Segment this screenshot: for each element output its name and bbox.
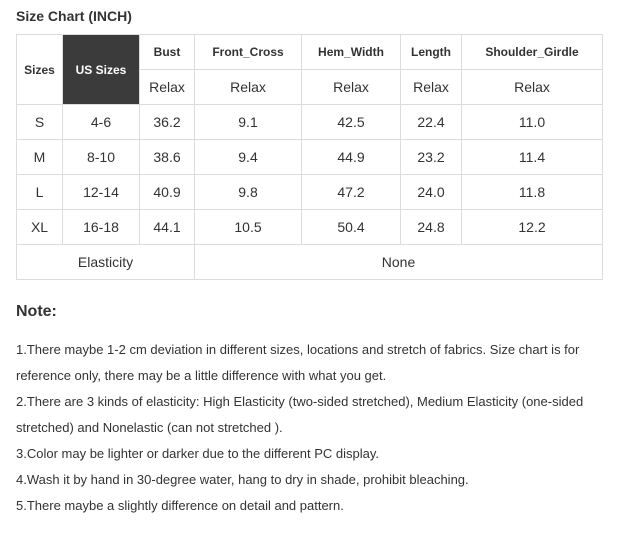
cell-length: 23.2 <box>401 140 462 175</box>
note-item: 1.There maybe 1-2 cm deviation in different sizes, locations and stretch of fabrics. Size chart is for reference only, there may be a little difference with what you get. <box>16 342 580 383</box>
cell-size: L <box>17 175 63 210</box>
fit-length: Relax <box>401 70 462 105</box>
cell-front-cross: 9.1 <box>195 105 302 140</box>
fit-shoulder-girdle: Relax <box>462 70 603 105</box>
cell-hem-width: 50.4 <box>302 210 401 245</box>
cell-front-cross: 9.4 <box>195 140 302 175</box>
header-length: Length <box>401 35 462 70</box>
cell-hem-width: 42.5 <box>302 105 401 140</box>
header-shoulder-girdle: Shoulder_Girdle <box>462 35 603 70</box>
cell-hem-width: 44.9 <box>302 140 401 175</box>
cell-shoulder-girdle: 11.0 <box>462 105 603 140</box>
note-title: Note: <box>16 303 57 320</box>
note-item: 3.Color may be lighter or darker due to the different PC display. <box>16 446 379 461</box>
cell-length: 22.4 <box>401 105 462 140</box>
fit-hem-width: Relax <box>302 70 401 105</box>
cell-us-size: 12-14 <box>63 175 140 210</box>
cell-size: M <box>17 140 63 175</box>
table-row-m <box>17 140 603 175</box>
elasticity-row <box>17 245 603 280</box>
cell-front-cross: 10.5 <box>195 210 302 245</box>
table-row-s <box>17 105 603 140</box>
elasticity-value: None <box>195 245 603 280</box>
fit-front-cross: Relax <box>195 70 302 105</box>
cell-shoulder-girdle: 11.8 <box>462 175 603 210</box>
cell-bust: 36.2 <box>140 105 195 140</box>
header-hem-width: Hem_Width <box>302 35 401 70</box>
header-front-cross: Front_Cross <box>195 35 302 70</box>
note-item: 5.There maybe a slightly difference on detail and pattern. <box>16 498 344 513</box>
elasticity-label: Elasticity <box>17 245 195 280</box>
cell-bust: 40.9 <box>140 175 195 210</box>
size-chart-title: Size Chart (INCH) <box>16 8 132 24</box>
cell-bust: 44.1 <box>140 210 195 245</box>
cell-size: S <box>17 105 63 140</box>
header-sizes: Sizes <box>17 35 63 105</box>
header-us-sizes: US Sizes <box>63 35 140 105</box>
size-chart-table <box>16 34 603 280</box>
cell-bust: 38.6 <box>140 140 195 175</box>
cell-front-cross: 9.8 <box>195 175 302 210</box>
note-item: 4.Wash it by hand in 30-degree water, hang to dry in shade, prohibit bleaching. <box>16 472 469 487</box>
header-bust: Bust <box>140 35 195 70</box>
cell-size: XL <box>17 210 63 245</box>
notes-list <box>16 337 606 519</box>
fit-bust: Relax <box>140 70 195 105</box>
cell-length: 24.8 <box>401 210 462 245</box>
cell-shoulder-girdle: 11.4 <box>462 140 603 175</box>
cell-us-size: 4-6 <box>63 105 140 140</box>
table-row-l <box>17 175 603 210</box>
cell-length: 24.0 <box>401 175 462 210</box>
note-item: 2.There are 3 kinds of elasticity: High Elasticity (two-sided stretched), Medium Elasticity (one-sided stretched) and Nonelastic (can not stretched ). <box>16 394 584 435</box>
table-row-xl <box>17 210 603 245</box>
table-header-row <box>17 35 603 70</box>
cell-shoulder-girdle: 12.2 <box>462 210 603 245</box>
cell-hem-width: 47.2 <box>302 175 401 210</box>
cell-us-size: 16-18 <box>63 210 140 245</box>
cell-us-size: 8-10 <box>63 140 140 175</box>
